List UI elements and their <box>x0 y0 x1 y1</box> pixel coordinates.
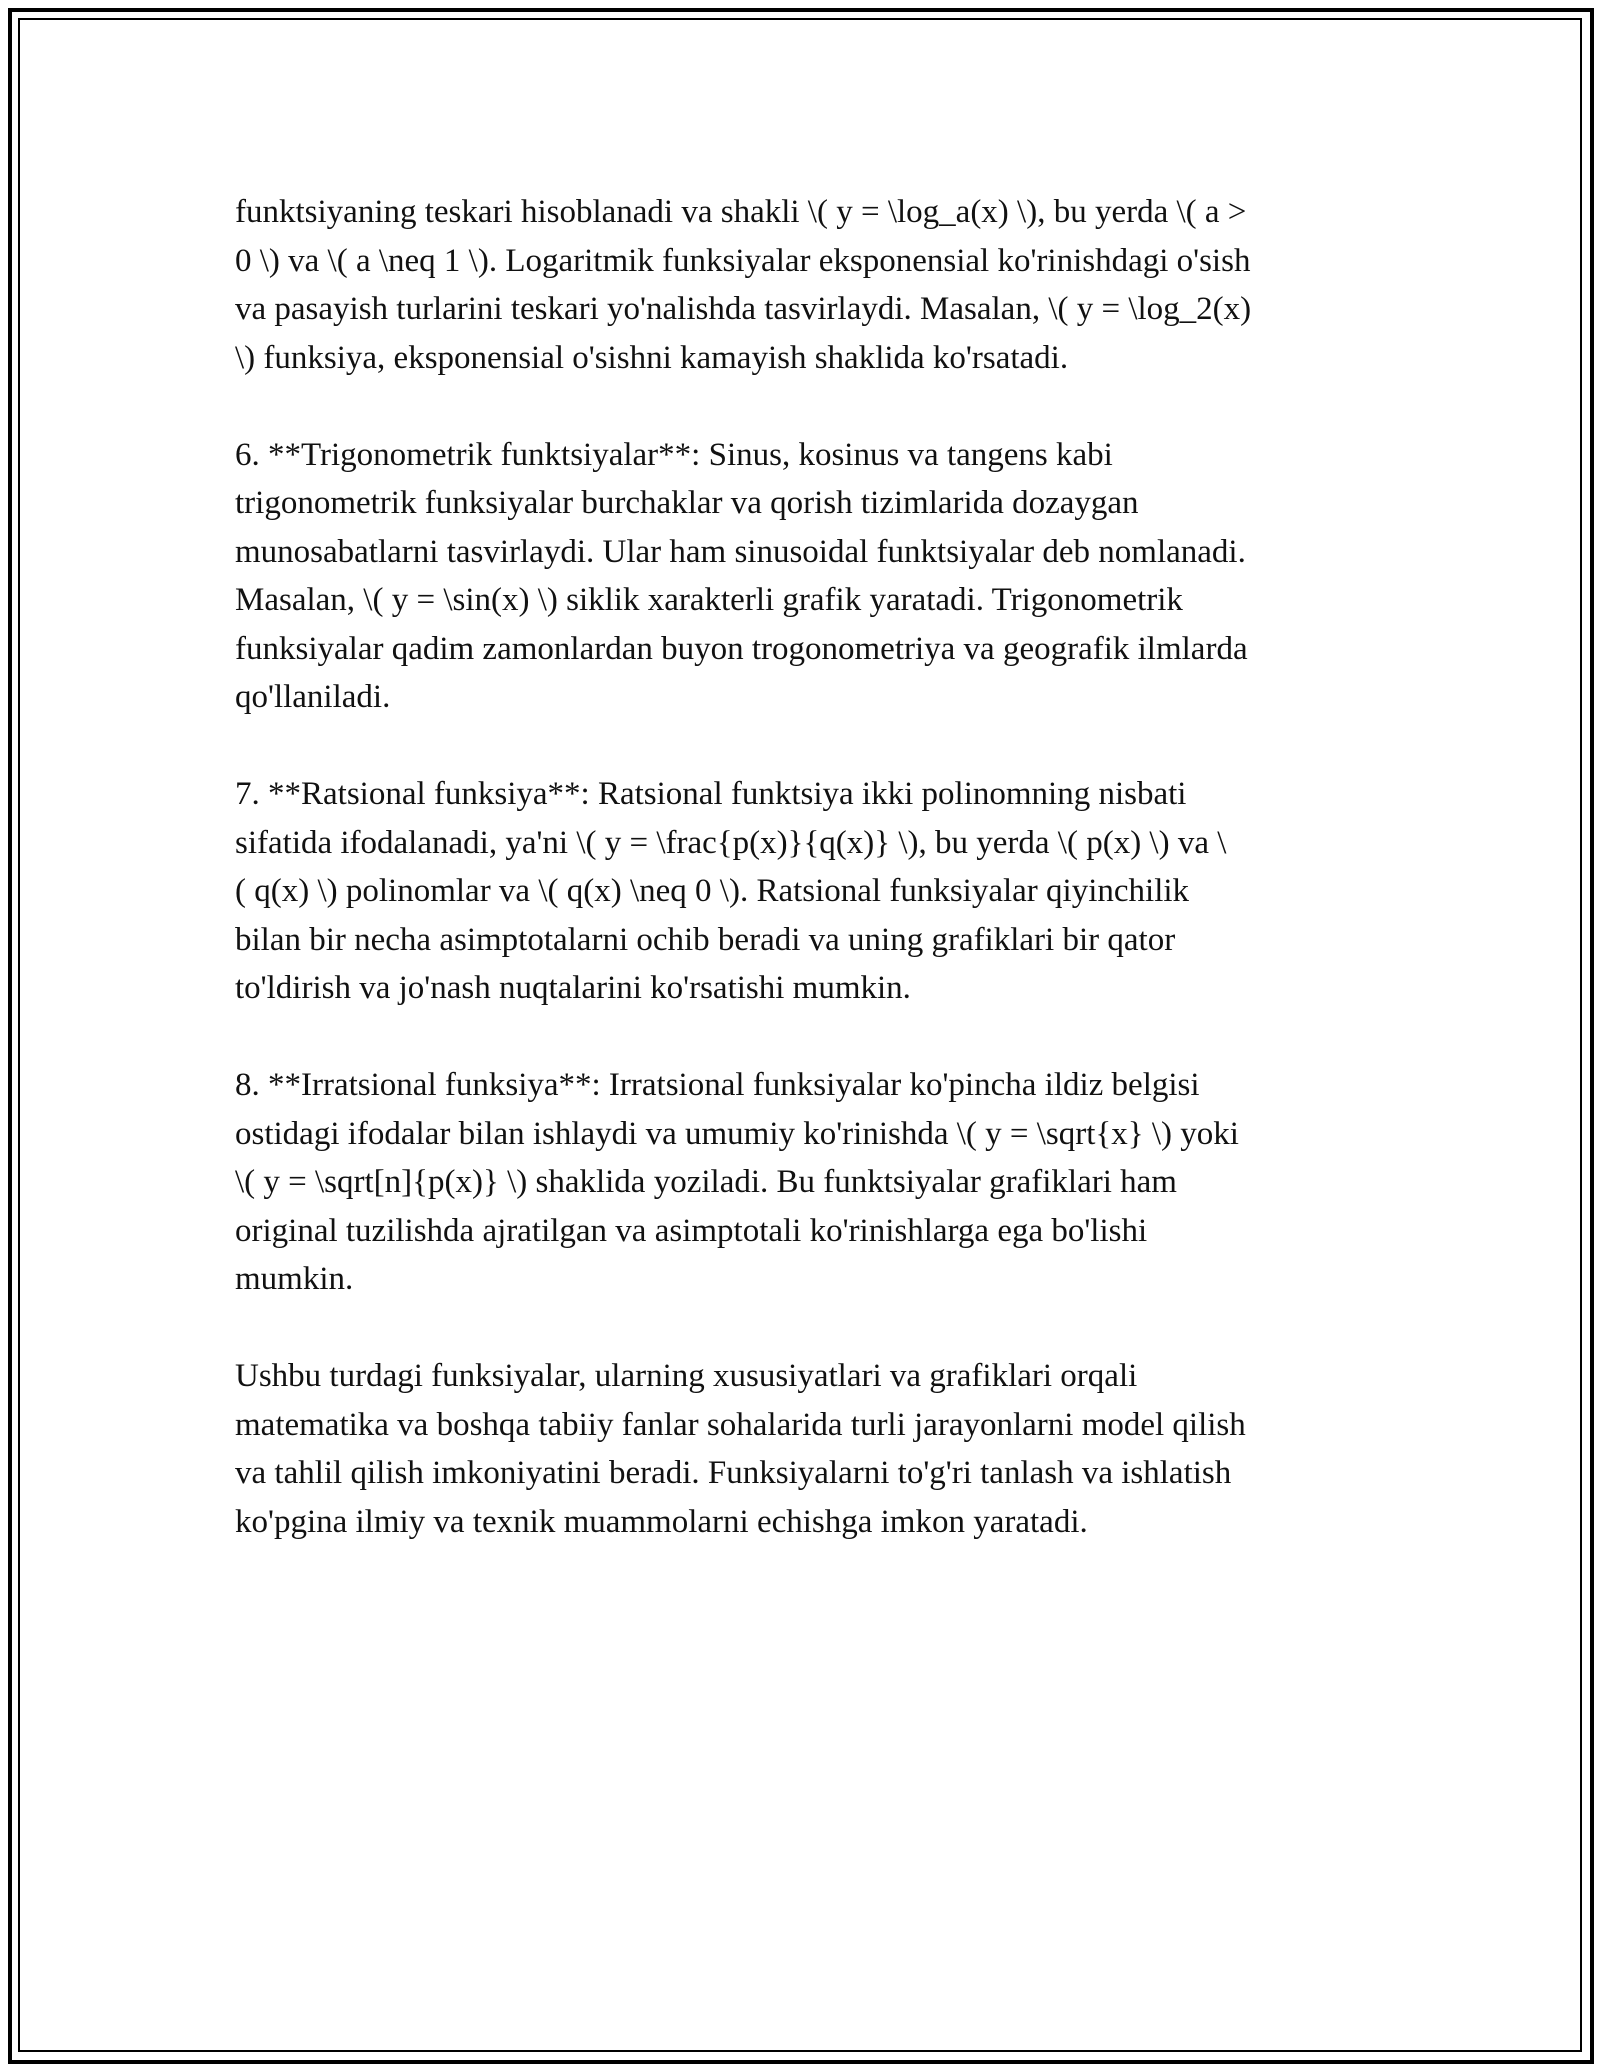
document-body <box>235 188 1370 1595</box>
paragraph-conclusion: Ushbu turdagi funksiyalar, ularning xususiyatlari va grafiklari orqali matematika va boshqa tabiiy fanlar sohalarida turli jarayonlarni model qilish va tahlil qilish imkoniyatini beradi. Funksiyalarni to'g'ri tanlash va ishlatish ko'pgina ilmiy va texnik muammolarni echishga imkon yaratadi. <box>235 1358 1246 1540</box>
paragraph-irrational: 8. **Irratsional funksiya**: Irratsional funksiyalar ko'pincha ildiz belgisi ostidagi ifodalar bilan ishlaydi va umumiy ko'rinishda \( y = \sqrt{x} \) yoki \( y = \sqrt[n]{p(x)} \) shaklida yoziladi. Bu funktsiyalar grafiklari ham original tuzilishda ajratilgan va asimptotali ko'rinishlarga ega bo'lishi mumkin. <box>235 1067 1239 1297</box>
paragraph-rational: 7. **Ratsional funksiya**: Ratsional funktsiya ikki polinomning nisbati sifatida ifodalanadi, ya'ni \( y = \frac{p(x)}{q(x)} \), bu yerda \( p(x) \) va \ ( q(x) \) polinomlar va \( q(x) \neq 0 \). Ratsional funksiyalar qiyinchilik bilan bir necha asimptotalarni ochib beradi va uning grafiklari bir qator to'ldirish va jo'nash nuqtalarini ko'rsatishi mumkin. <box>235 776 1227 1006</box>
paragraph-trigonometric: 6. **Trigonometrik funktsiyalar**: Sinus, kosinus va tangens kabi trigonometrik funksiyalar burchaklar va qorish tizimlarida dozaygan munosabatlarni tasvirlaydi. Ular ham sinusoidal funktsiyalar deb nomlanadi. Masalan, \( y = \sin(x) \) siklik xarakterli grafik yaratadi. Trigonometrik funksiyalar qadim zamonlardan buyon trogonometriya va geografik ilmlarda qo'llaniladi. <box>235 436 1248 715</box>
paragraph-logarithmic: funktsiyaning teskari hisoblanadi va shakli \( y = \log_a(x) \), bu yerda \( a > 0 \) va \( a \neq 1 \). Logaritmik funksiyalar eksponensial ko'rinishdagi o'sish va pasayish turlarini teskari yo'nalishda tasvirlaydi. Masalan, \( y = \log_2(x) \) funksiya, eksponensial o'sishni kamayish shaklida ko'rsatadi. <box>235 194 1252 376</box>
